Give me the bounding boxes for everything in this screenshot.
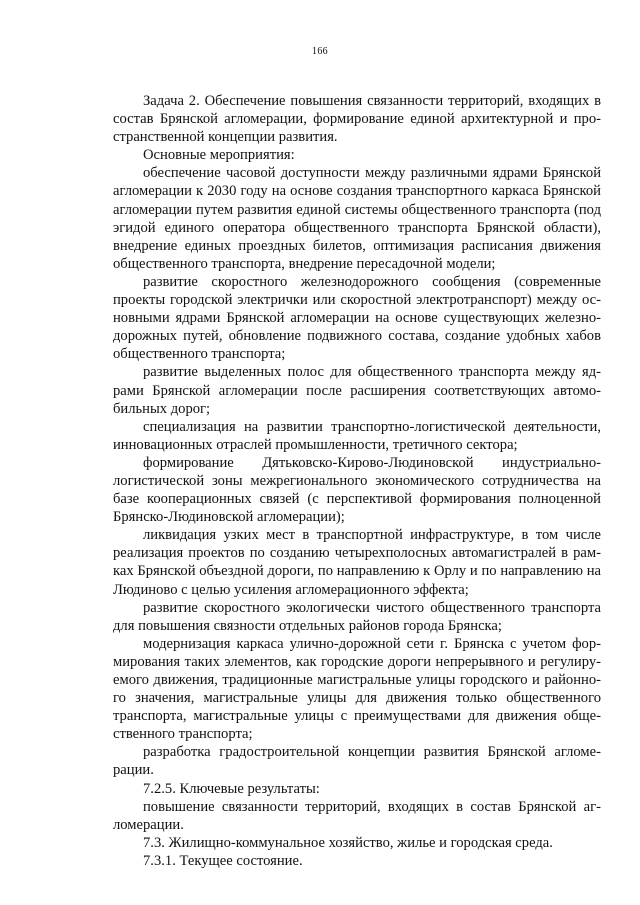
paragraph-key-results: повышение связанности территорий, входящих в состав Брянской агломерации.: [113, 798, 601, 833]
paragraph-urban-concept: разработка градостроительной концепции развития Брянской агломерации.: [113, 744, 601, 779]
paragraph-road-network: модернизация каркаса улично-дорожной сети г. Брянска с учетом формирования таких элементов, как городские дороги непрерывного и регулируемого движения, традиционные магистральные улицы городского и районного значения, магистральные улицы для движения только общественного транспорта, магистральные улицы с преимуществами для движения общественного транспорта;: [113, 635, 601, 743]
paragraph-rail-connection: развитие скоростного железнодорожного сообщения (современные проекты городской электрички или скоростной электротранспорт) между основными ядрами Брянской агломерации на основе существующих железнодорожных путей, обновление подвижного состава, создание удобных хабов общественного транспорта;: [113, 273, 601, 363]
heading-key-results: 7.2.5. Ключевые результаты:: [143, 780, 320, 797]
page-number: 166: [312, 46, 328, 57]
document-body: [113, 92, 601, 870]
paragraph-dedicated-lanes: развитие выделенных полос для общественного транспорта между ядрами Брянской агломерации после расширения соответствующих автомобильных дорог;: [113, 364, 601, 417]
paragraph-bottlenecks: ликвидация узких мест в транспортной инфраструктуре, в том числе реализация проектов по созданию четырехполосных автомагистралей в рамках Брянской объездной дороги, по направлению к Орлу и по направлению на Людиново с целью усиления агломерационного эффекта;: [113, 527, 601, 598]
paragraph-task-2: Задача 2. Обеспечение повышения связанности территорий, входящих в состав Брянской агломерации, формирование единой архитектурной и пространственной концепции развития.: [113, 93, 601, 146]
heading-current-state: 7.3.1. Текущее состояние.: [143, 852, 303, 869]
paragraph-eco-transport: развитие скоростного экологически чистого общественного транспорта для повышения связности отдельных районов города Брянска;: [113, 599, 601, 634]
paragraph-main-measures-heading: Основные мероприятия:: [143, 147, 295, 164]
paragraph-hourly-accessibility: обеспечение часовой доступности между различными ядрами Брянской агломерации к 2030 году на основе создания транспортного каркаса Брянской агломерации путем развития единой системы общественного транспорта (под эгидой единого оператора общественного транспорта Брянской области), внедрение единых проездных билетов, оптимизация расписания движения общественного транспорта, внедрение пересадочной модели;: [113, 165, 601, 272]
heading-housing-section: 7.3. Жилищно-коммунальное хозяйство, жилье и городская среда.: [143, 834, 553, 851]
paragraph-industrial-zone: формирование Дятьковско-Кирово-Людиновской индустриально-логистической зоны межрегионального экономического сотрудничества на базе кооперационных связей (с перспективой формирования полноценной Брянско-Людиновской агломерации);: [113, 454, 601, 526]
paragraph-specialization: специализация на развитии транспортно-логистической деятельности, инновационных отраслей промышленности, третичного сектора;: [113, 418, 601, 453]
